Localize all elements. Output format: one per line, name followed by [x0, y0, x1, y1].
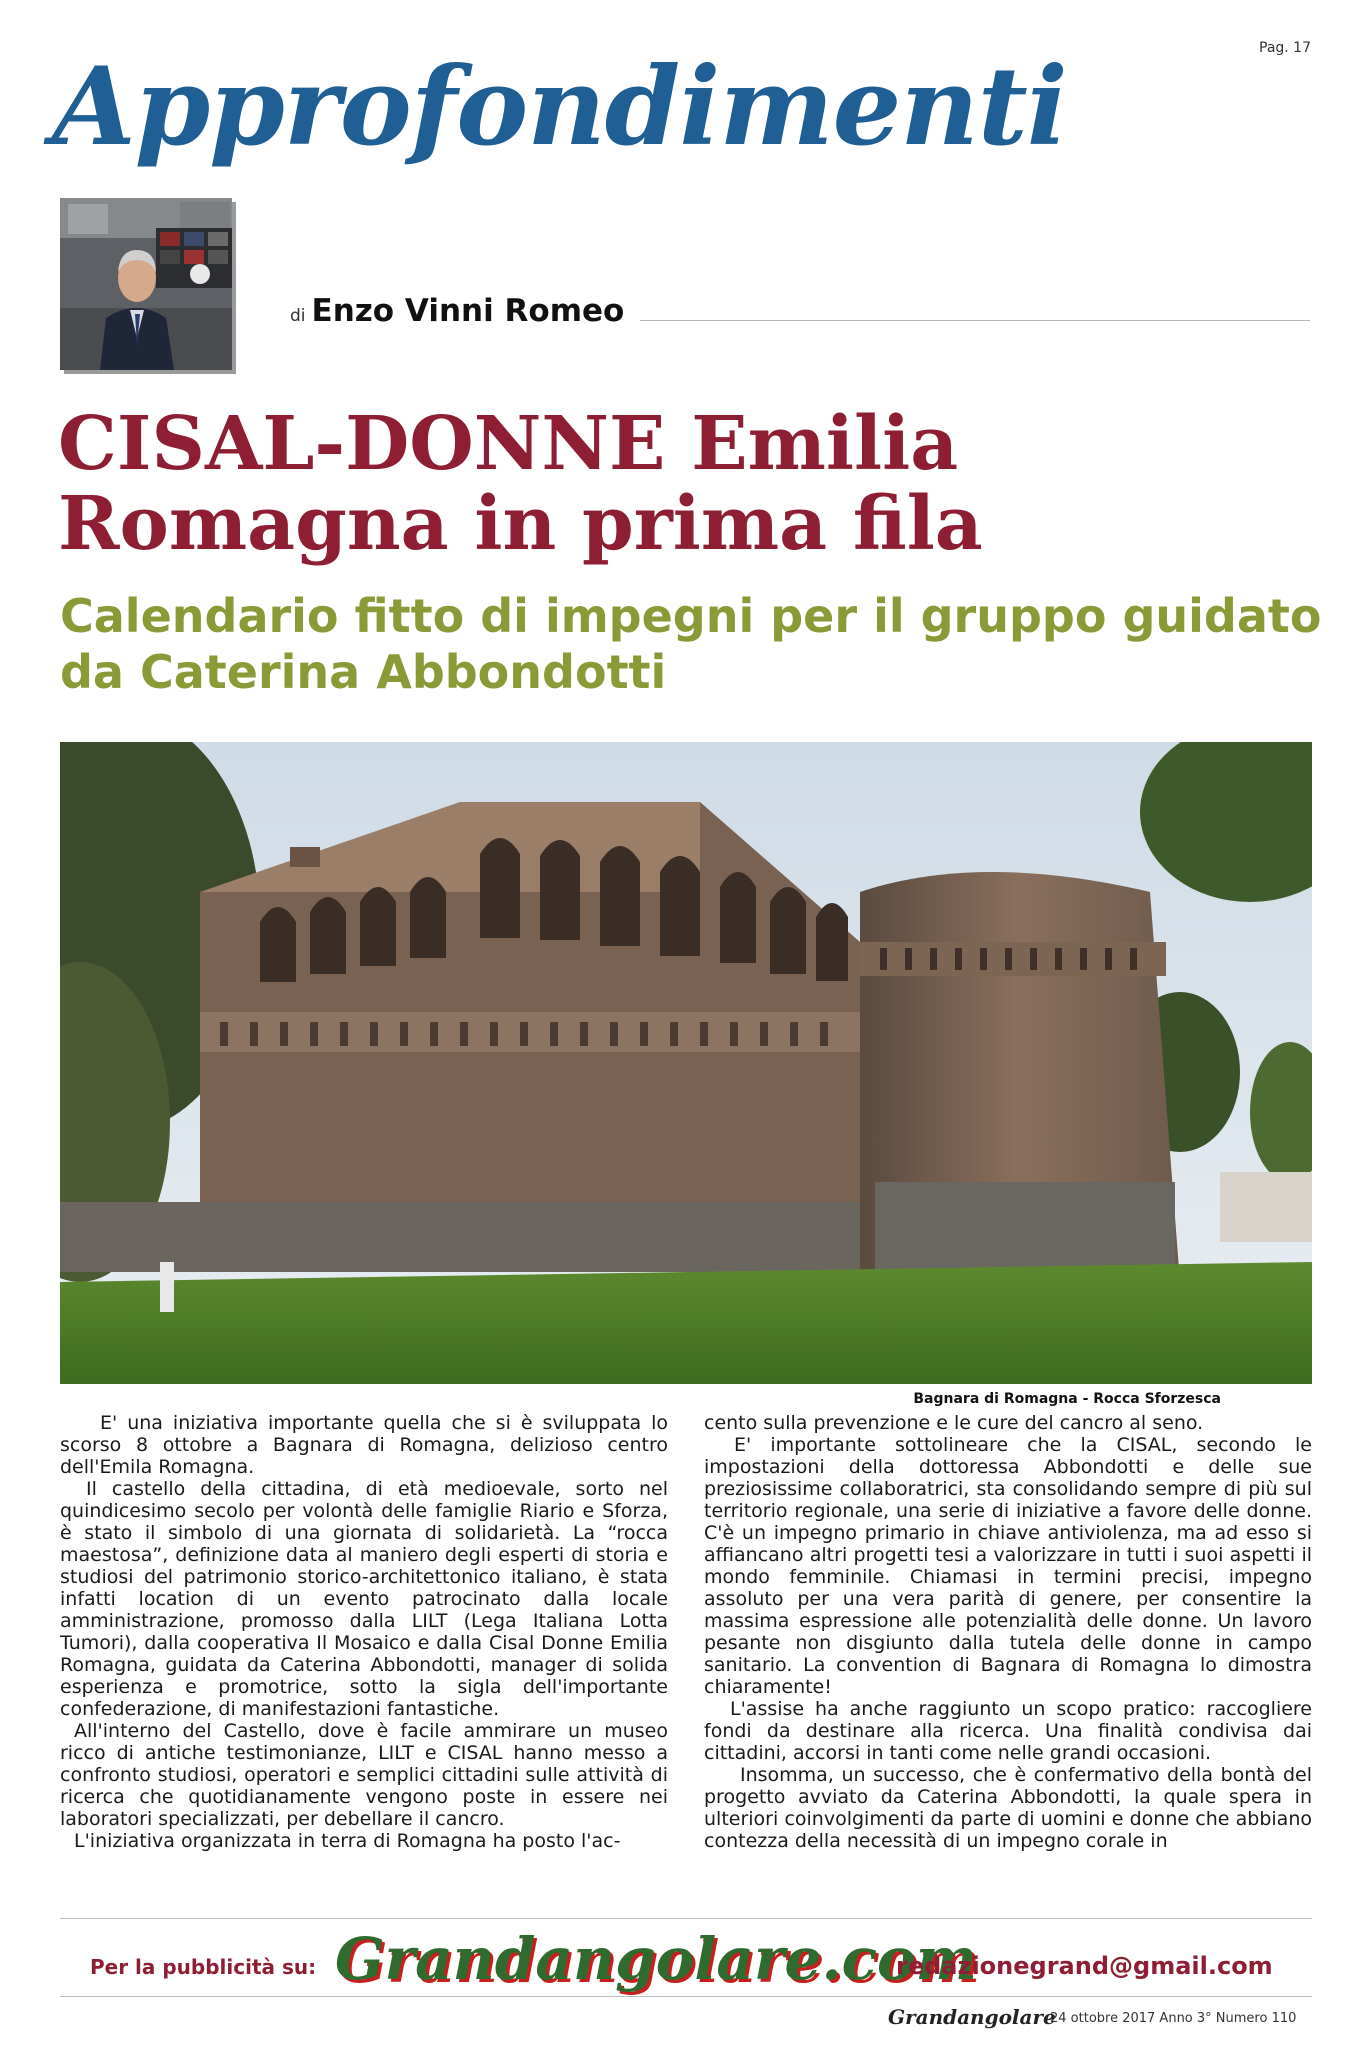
- paragraph: L'assise ha anche raggiunto un scopo pratico: raccogliere fondi da destinare alla ricerca. Una finalità condivisa dai cittadini, accorsi in tanti come nelle grandi occasioni.: [704, 1698, 1312, 1764]
- footer-rule: [60, 1996, 1312, 1997]
- rocca-sforzesca-image: [60, 742, 1312, 1384]
- paragraph: Il castello della cittadina, di età medioevale, sorto nel quindicesimo secolo per volontà delle famiglie Riario e Sforza, è stato il simbolo di una giornata di solidarietà. La “rocca maestosa”, definizione data al maniero degli esperti di storia e studiosi del patrimonio storico-architettonico italiano, è stata infatti location di un evento patrocinato dalla locale amministrazione, promosso dalla LILT (Lega Italiana Lotta Tumori), dalla cooperativa Il Mosaico e dalla Cisal Donne Emilia Romagna, guidata da Caterina Abbondotti, manager di solida esperienza e promotrice, sotto la sigla dell'importante confederazione, di manifestazioni fantastiche.: [60, 1478, 668, 1720]
- castle-photo: [60, 742, 1312, 1384]
- author-portrait-image: [60, 198, 232, 370]
- masthead-name: Grandangolare: [888, 2005, 1056, 2029]
- footer-rule: [60, 1918, 1312, 1919]
- paragraph: E' importante sottolineare che la CISAL, secondo le impostazioni della dottoressa Abbondotti e delle sue preziosissime collaboratrici, sta consolidando sempre di più sul territorio regionale, una serie di iniziative a favore delle donne. C'è un impegno primario in chiave antiviolenza, ma ad esso si affiancano altri progetti tesi a valorizzare in tutti i suoi aspetti il mondo femminile. Chiamasi in termini precisi, impegno assoluto per una vera parità di genere, per consentire la massima espressione alle potenzialità delle donne. Un lavoro pesante non disgiunto dalla tutela delle donne in campo sanitario. La convention di Bagnara di Romagna lo dimostra chiaramente!: [704, 1434, 1312, 1698]
- paragraph: cento sulla prevenzione e le cure del cancro al seno.: [704, 1412, 1204, 1434]
- photo-caption: Bagnara di Romagna - Rocca Sforzesca: [913, 1391, 1221, 1407]
- byline: [290, 293, 624, 329]
- paragraph: Insomma, un successo, che è confermativo della bontà del progetto avviato da Caterina Abbondotti, la quale spera in ulteriori coinvolgimenti da parte di uomini e donne che abbiano contezza della necessità di un impegno corale in: [704, 1764, 1312, 1852]
- author-name: Enzo Vinni Romeo: [311, 293, 625, 329]
- issue-info: 24 ottobre 2017 Anno 3° Numero 110: [1050, 2011, 1297, 2026]
- byline-prefix: di: [290, 306, 306, 326]
- grandangolare-logo: Grandangolare.com: [335, 1925, 978, 1993]
- byline-rule: [640, 320, 1310, 321]
- article-column-right: [704, 1412, 1312, 1900]
- article-column-left: [60, 1412, 668, 1900]
- author-photo: [60, 198, 232, 370]
- page-number: Pag. 17: [1259, 40, 1311, 56]
- section-title: Approfondimenti: [52, 44, 1067, 170]
- paragraph: E' una iniziativa importante quella che si è sviluppata lo scorso 8 ottobre a Bagnara di Romagna, delizioso centro dell'Emila Romagna.: [60, 1412, 668, 1478]
- paragraph: L'iniziativa organizzata in terra di Romagna ha posto l'ac-: [74, 1830, 621, 1852]
- headline: CISAL-DONNE Emilia Romagna in prima fila: [58, 401, 983, 567]
- paragraph: All'interno del Castello, dove è facile ammirare un museo ricco di antiche testimonianze, LILT e CISAL hanno messo a confronto studiosi, operatori e semplici cittadini sulle attività di ricerca che quotidianamente vengono poste in essere nei laboratori specializzati, per debellare il cancro.: [60, 1720, 668, 1830]
- contact-email: redazionegrand@gmail.com: [896, 1952, 1273, 1980]
- subheadline: Calendario fitto di impegni per il gruppo guidato da Caterina Abbondotti: [60, 589, 1322, 700]
- advertising-label: Per la pubblicità su:: [90, 1955, 317, 1979]
